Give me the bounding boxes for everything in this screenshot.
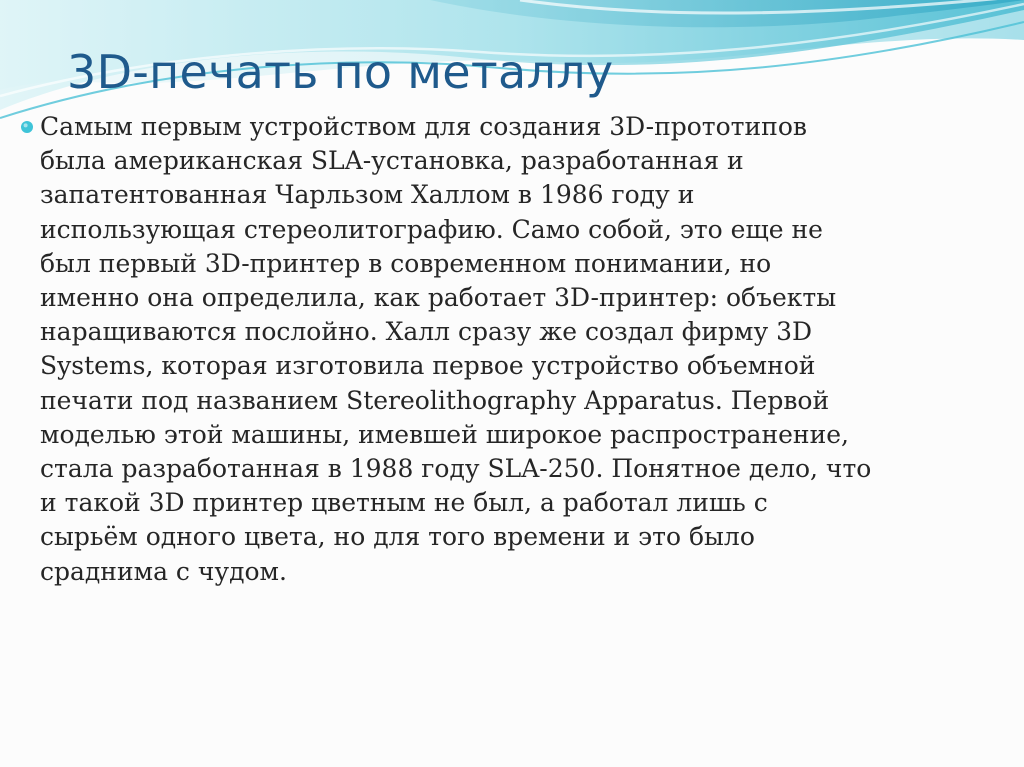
slide-body-text: Самым первым устройством для создания 3D-прототипов была американская SLA-установка, разработанная и запатентованная Чарльзом Халлом в 1986 году и использующая стереолитографию. Само собой, это еще не был первый 3D-принтер в современном понимании, но именно она определила, как работает 3D-принтер: объекты наращиваются послойно. Халл сразу же создал фирму 3D Systems, которая изготовила первое устройство объемной печати под названием Stereolithography Apparatus. Первой моделью этой машины, имевшей широкое распространение, стала разработанная в 1988 году SLA-250. Понятное дело, что и такой 3D принтер цветным не был, а работал лишь с сырьём одного цвета, но для того времени и это было сраднима с чудом. xyxy=(40,112,872,586)
circle-bullet-icon xyxy=(20,120,34,134)
slide-title: 3D-печать по металлу xyxy=(67,45,614,99)
